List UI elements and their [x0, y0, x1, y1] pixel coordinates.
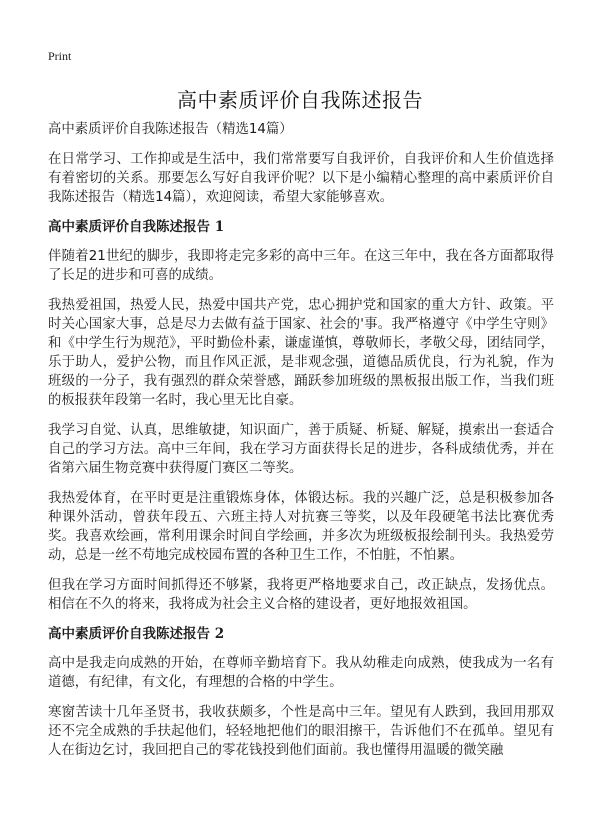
paragraph: 我热爱祖国，热爱人民，热爱中国共产党，忠心拥护党和国家的重大方针、政策。平时关心国家大事，总是尽力去做有益于国家、社会的'事。我严格遵守《中学生守则》和《中学生行为规范》，平时勤俭朴素，谦虚谨慎，尊敬师长，孝敬父母，团结同学，乐于助人，爱护公物，而且作风正派，是非观念强，道德品质优良，行为礼貌，作为班级的一分子，我有强烈的群众荣誉感，踊跃参加班级的黑板报出版工作，当我们班的板报获年段第一名时，我心里无比自豪。: [48, 298, 554, 408]
paragraph: 我学习自觉、认真，思维敏捷，知识面广，善于质疑、析疑、解疑，摸索出一套适合自己的学习方法。高中三年间，我在学习方面获得长足的进步，各科成绩优秀，并在省第六届生物竞赛中获得厦门赛区二等奖。: [48, 423, 554, 476]
section-heading: 高中素质评价自我陈述报告 2: [48, 626, 225, 642]
print-label: Print: [48, 49, 72, 63]
document-body: [48, 121, 554, 771]
paragraph: 我热爱体育，在平时更是注重锻炼身体，体锻达标。我的兴趣广泛，总是积极参加各种课外活动，曾获年段五、六班主持人对抗赛三等奖，以及年段硬笔书法比赛优秀奖。我喜欢绘画，常利用课余时间自学绘画，并多次为班级板报绘制刊头。我热爱劳动，总是一丝不苟地完成校园布置的各种卫生工作，不怕脏，不怕累。: [48, 491, 554, 563]
paragraph: 但我在学习方面时间抓得还不够紧，我将更严格地要求自己，改正缺点，发扬优点。相信在不久的将来，我将成为社会主义合格的建设者，更好地报效祖国。: [48, 578, 554, 612]
intro-paragraph: 在日常学习、工作抑或是生活中，我们常常要写自我评价，自我评价和人生价值选择有着密切的关系。那要怎么写好自我评价呢？以下是小编精心整理的高中素质评价自我陈述报告（精选14篇），欢迎阅读，希望大家能够喜欢。: [48, 152, 554, 205]
paragraph: 寒窗苦读十几年圣贤书，我收获颇多，个性是高中三年。望见有人跌到，我回用那双还不完全成熟的手扶起他们，轻轻地把他们的眼泪擦干，告诉他们不在孤单。望见有人在街边乞讨，我回把自己的零花钱投到他们面前。我也懂得用温暖的微笑融: [48, 705, 554, 758]
document-subtitle: 高中素质评价自我陈述报告（精选14篇）: [48, 122, 293, 137]
page-title: 高中素质评价自我陈述报告: [177, 88, 423, 112]
paragraph: 伴随着21世纪的脚步，我即将走完多彩的高中三年。在这三年中，我在各方面都取得了长足的进步和可喜的成绩。: [48, 249, 554, 283]
paragraph: 高中是我走向成熟的开始，在尊师辛勤培育下。我从幼稚走向成熟，使我成为一名有道德，有纪律，有文化，有理想的合格的中学生。: [48, 656, 554, 690]
section-heading: 高中素质评价自我陈述报告 1: [48, 219, 225, 235]
